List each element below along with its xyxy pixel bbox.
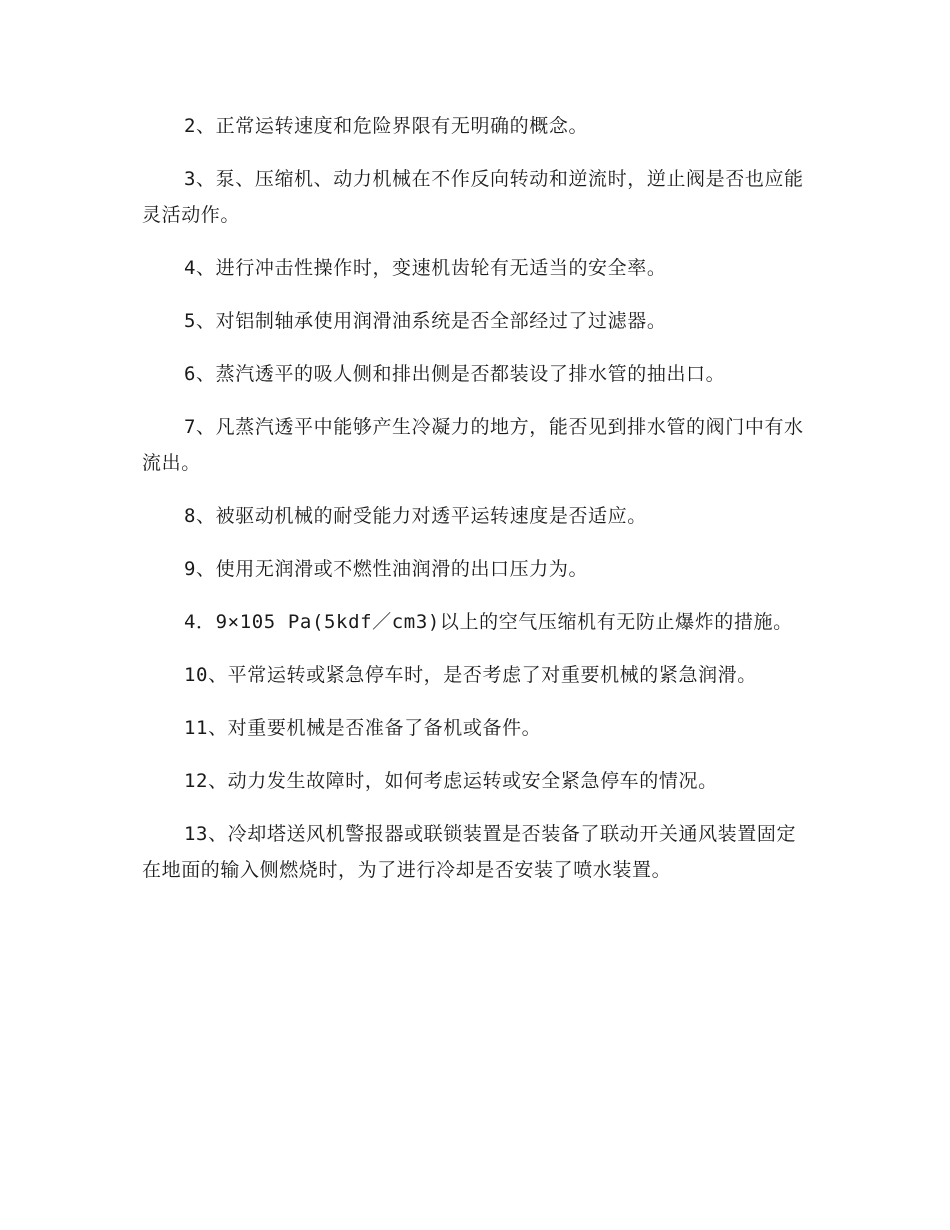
paragraph-item-12: 12、动力发生故障时，如何考虑运转或安全紧急停车的情况。 bbox=[184, 770, 718, 792]
paragraph-item-5: 5、对铝制轴承使用润滑油系统是否全部经过了过滤器。 bbox=[184, 310, 667, 332]
paragraph-item-3: 3、泵、压缩机、动力机械在不作反向转动和逆流时，逆止阀是否也应能灵活动作。 bbox=[142, 168, 804, 226]
paragraph-item-11: 11、对重要机械是否准备了备机或备件。 bbox=[184, 717, 542, 739]
paragraph-item-9: 9、使用无润滑或不燃性油润滑的出口压力为。 bbox=[184, 558, 589, 580]
paragraph-item-8: 8、被驱动机械的耐受能力对透平运转速度是否适应。 bbox=[184, 505, 647, 527]
paragraph-item-10: 10、平常运转或紧急停车时，是否考虑了对重要机械的紧急润滑。 bbox=[184, 664, 757, 686]
paragraph-item-13: 13、冷却塔送风机警报器或联锁装置是否装备了联动开关通风装置固定在地面的输入侧燃烧时，为了进行冷却是否安装了喷水装置。 bbox=[142, 823, 797, 881]
paragraph-item-4: 4、进行冲击性操作时，变速机齿轮有无适当的安全率。 bbox=[184, 257, 667, 279]
paragraph-item-pressure: 4．9×105 Pa(5kdf／cm3)以上的空气压缩机有无防止爆炸的措施。 bbox=[184, 611, 793, 633]
paragraph-item-7: 7、凡蒸汽透平中能够产生冷凝力的地方，能否见到排水管的阀门中有水流出。 bbox=[142, 416, 804, 474]
paragraph-item-2: 2、正常运转速度和危险界限有无明确的概念。 bbox=[184, 115, 589, 137]
paragraph-item-6: 6、蒸汽透平的吸人侧和排出侧是否都装设了排水管的抽出口。 bbox=[184, 363, 726, 385]
document-body bbox=[142, 108, 810, 905]
